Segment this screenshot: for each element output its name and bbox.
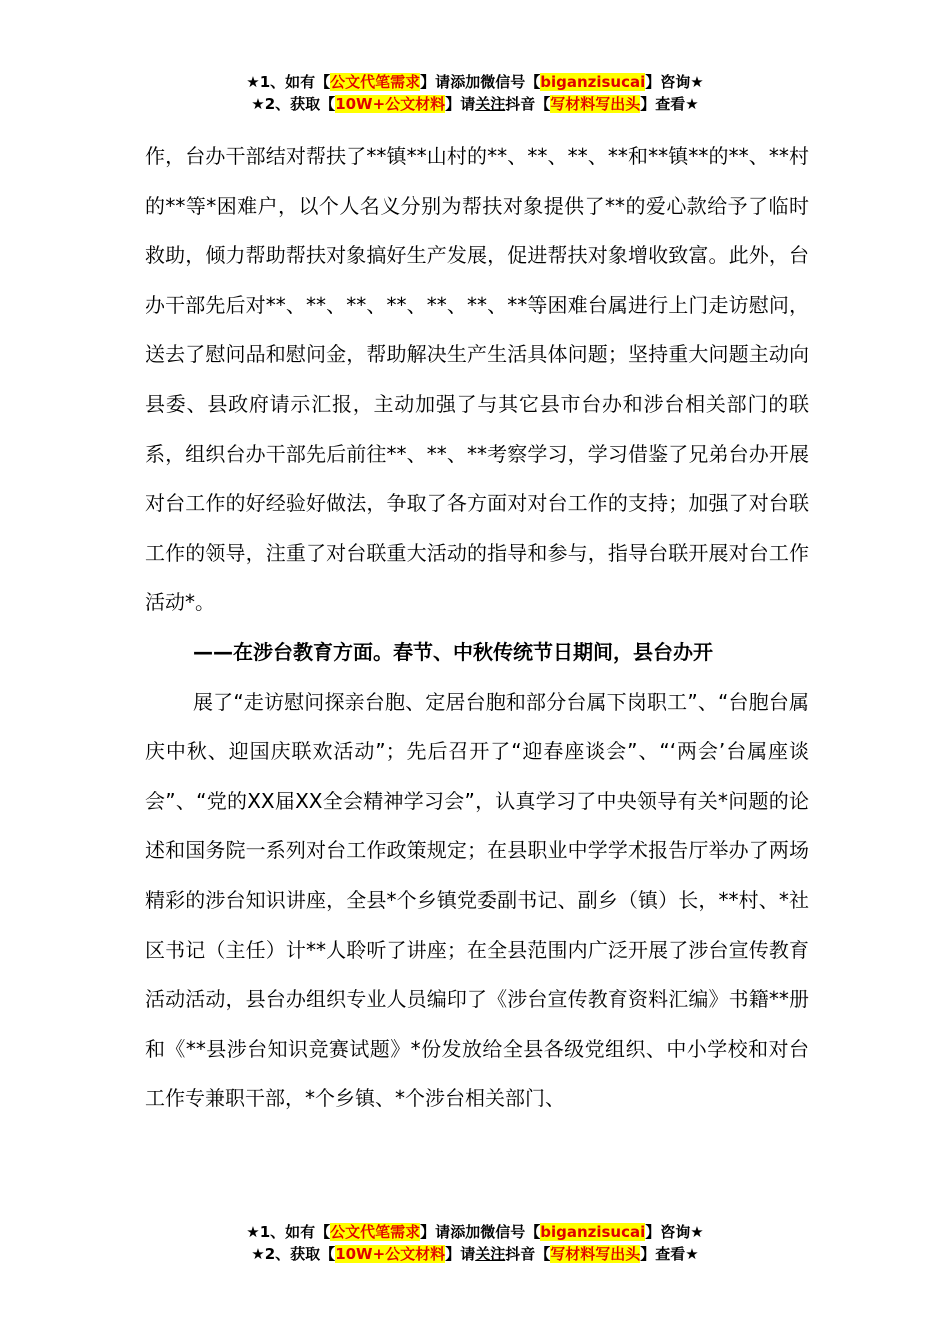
banner-bold-text: 关注 (475, 1245, 506, 1263)
banner-text: 抖音【 (505, 95, 551, 113)
star-icon: ★ (251, 95, 265, 113)
banner-line-2 (0, 1243, 950, 1265)
document-body (145, 132, 809, 1124)
douyin-id: 写材料写出头 (550, 1245, 641, 1263)
body-paragraph: 展了“走访慰问探亲台胞、定居台胞和部分台属下岗职工”、“台胞台属庆中秋、迎国庆联欢活动”；先后召开了“迎春座谈会”、“‘两会’台属座谈会”、“党的XX届XX全会精神学习会”，认真学习了中央领导有关*问题的论述和国务院一系列对台工作政策规定；在县职业中学学术报告厅举办了两场精彩的涉台知识讲座，全县*个乡镇党委副书记、副乡（镇）长，**村、*社区书记（主任）计**人聆听了讲座；在全县范围内广泛开展了涉台宣传教育活动活动，县台办组织专业人员编印了《涉台宣传教育资料汇编》书籍**册和《**县涉台知识竞赛试题》*份发放给全县各级党组织、中小学校和对台工作专兼职干部，*个乡镇、*个涉台相关部门、 (145, 689, 809, 1111)
banner-text: 】请 (420, 1223, 451, 1241)
banner-bold-text: 添加 (450, 1223, 481, 1241)
highlight-text: 10W+公文材料 (335, 1245, 446, 1263)
banner-line-1 (0, 1221, 950, 1243)
banner-line-1 (0, 71, 950, 93)
douyin-id: 写材料写出头 (550, 95, 641, 113)
highlight-text: 公文代笔需求 (330, 73, 421, 91)
banner-text: 】请 (445, 95, 476, 113)
section-heading: ——在涉台教育方面。春节、中秋传统节日期间，县台办开 (193, 639, 713, 664)
banner-text: 】请 (445, 1245, 476, 1263)
wechat-id: biganzisucai (540, 1223, 646, 1241)
banner-text: 】咨询★ (645, 1223, 704, 1241)
star-icon: ★ (246, 1223, 260, 1241)
banner-line-2 (0, 93, 950, 115)
header-banner (0, 71, 950, 115)
banner-text: 】查看★ (640, 1245, 699, 1263)
banner-text: 1、如有【 (259, 1223, 331, 1241)
wechat-id: biganzisucai (540, 73, 646, 91)
banner-text: 】查看★ (640, 95, 699, 113)
highlight-text: 公文代笔需求 (330, 1223, 421, 1241)
banner-text: 】请 (420, 73, 451, 91)
banner-bold-text: 关注 (475, 95, 506, 113)
highlight-text: 10W+公文材料 (335, 95, 446, 113)
star-icon: ★ (246, 73, 260, 91)
banner-text: 2、获取【 (264, 1245, 336, 1263)
body-paragraph: 作，台办干部结对帮扶了**镇**山村的**、**、**、**和**镇**的**、**村的**等*困难户，以个人名义分别为帮扶对象提供了**的爱心款给予了临时救助，倾力帮助帮扶对象搞好生产发展，促进帮扶对象增收致富。此外，台办干部先后对**、**、**、**、**、**、**等困难台属进行上门走访慰问，送去了慰问品和慰问金，帮助解决生产生活具体问题；坚持重大问题主动向县委、县政府请示汇报，主动加强了与其它县市台办和涉台相关部门的联系，组织台办干部先后前往**、**、**考察学习，学习借鉴了兄弟台办开展对台工作的好经验好做法，争取了各方面对对台工作的支持；加强了对台联工作的领导，注重了对台联重大活动的指导和参与，指导台联开展对台工作活动*。 (145, 144, 809, 615)
banner-text: 微信号【 (480, 1223, 541, 1241)
banner-text: 微信号【 (480, 73, 541, 91)
banner-text: 2、获取【 (264, 95, 336, 113)
banner-bold-text: 添加 (450, 73, 481, 91)
footer-banner (0, 1221, 950, 1265)
banner-text: 1、如有【 (259, 73, 331, 91)
banner-text: 】咨询★ (645, 73, 704, 91)
star-icon: ★ (251, 1245, 265, 1263)
banner-text: 抖音【 (505, 1245, 551, 1263)
